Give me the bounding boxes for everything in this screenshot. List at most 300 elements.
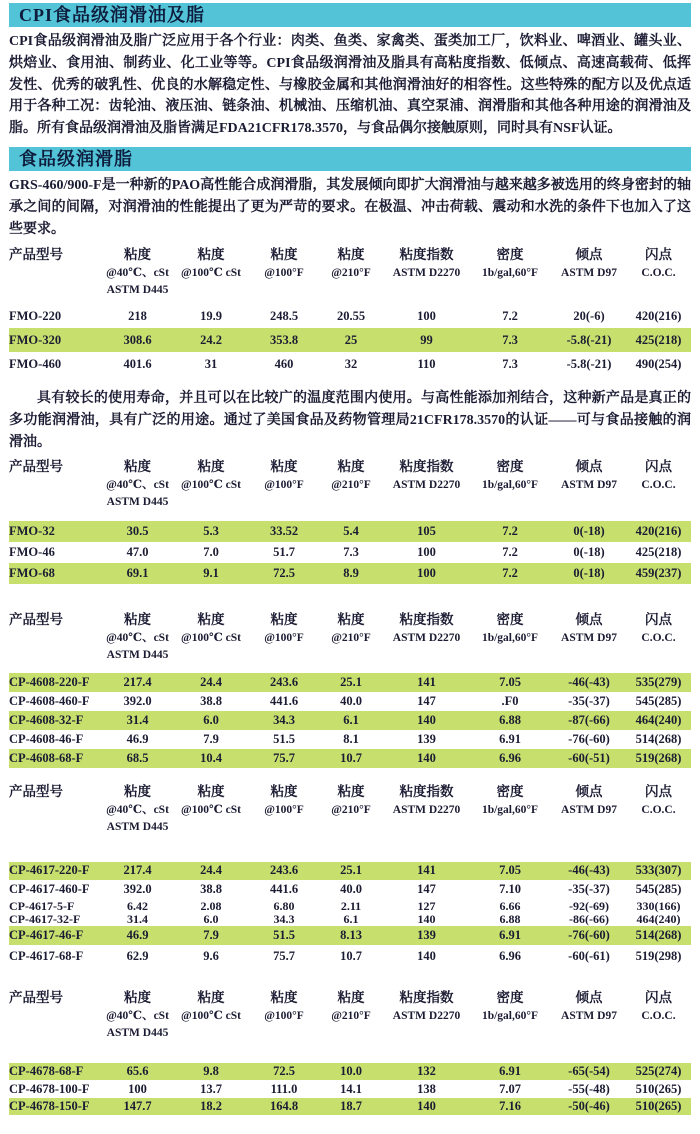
table-header-cell xyxy=(552,610,626,664)
column-subtitle: C.O.C. xyxy=(641,267,676,280)
column-title: 粘度 xyxy=(337,247,365,263)
value-cell: -60(-61) xyxy=(568,948,610,963)
value-cell: 6.1 xyxy=(343,911,359,926)
table-body xyxy=(9,862,691,968)
value-cell: 441.6 xyxy=(269,693,299,708)
value-cell: 7.2 xyxy=(502,523,518,538)
value-cell: 2.11 xyxy=(340,898,362,913)
value-cell: 7.05 xyxy=(499,674,521,689)
column-title: 粘度 xyxy=(197,989,225,1005)
column-subtitle: @100°F xyxy=(264,267,304,280)
value-cell: 40.0 xyxy=(340,882,362,897)
column-subtitle: C.O.C. xyxy=(641,631,676,644)
value-cell: 6.88 xyxy=(499,712,521,727)
table-header-cell xyxy=(552,457,626,511)
table-header-cell xyxy=(626,457,691,511)
value-cell: 140 xyxy=(417,948,436,963)
value-cell: 34.3 xyxy=(273,712,295,727)
value-cell: 46.9 xyxy=(126,731,149,746)
value-cell: 6.96 xyxy=(499,750,521,765)
table-header-cell xyxy=(104,988,171,1042)
value-cell: 0(-18) xyxy=(573,565,605,580)
value-cell: 7.07 xyxy=(499,1081,521,1096)
value-cell: 13.7 xyxy=(200,1081,222,1096)
column-title: 粘度 xyxy=(197,611,225,627)
table-header-cell xyxy=(171,457,251,511)
column-title: 粘度 xyxy=(337,989,365,1005)
table-header-cell xyxy=(552,245,626,299)
value-cell: 490(254) xyxy=(635,356,682,371)
value-cell: 141 xyxy=(417,674,436,689)
model-cell: CP-4678-68-F xyxy=(9,1064,84,1079)
value-cell: 147 xyxy=(417,882,436,897)
value-cell: 75.7 xyxy=(273,750,295,765)
column-title: 粘度 xyxy=(337,611,365,627)
table-row xyxy=(9,692,691,711)
value-cell: .F0 xyxy=(501,693,519,708)
table-row xyxy=(9,542,691,563)
table-header-model-col xyxy=(9,988,104,1042)
value-cell: 51.5 xyxy=(273,731,295,746)
column-subtitle: 1b/gal,60°F xyxy=(481,478,539,491)
value-cell: -55(-48) xyxy=(568,1081,610,1096)
column-subtitle: @100℃ cSt xyxy=(181,1009,241,1022)
table-row xyxy=(9,926,691,945)
column-title: 闪点 xyxy=(645,458,672,474)
table-row xyxy=(9,328,691,352)
model-cell: FMO-220 xyxy=(9,308,62,323)
value-cell: 218 xyxy=(128,308,147,323)
value-cell: 62.9 xyxy=(126,948,149,963)
model-cell: FMO-320 xyxy=(9,332,62,347)
value-cell: 141 xyxy=(417,863,436,878)
value-cell: -92(-69) xyxy=(569,898,609,913)
value-cell: 68.5 xyxy=(126,750,149,765)
value-cell: 9.1 xyxy=(203,565,219,580)
table-header-cell xyxy=(171,988,251,1042)
model-cell: CP-4608-460-F xyxy=(9,693,90,708)
column-title: 倾点 xyxy=(575,247,603,263)
column-subtitle: @100℃ cSt xyxy=(181,267,241,280)
value-cell: 140 xyxy=(417,1099,436,1114)
model-cell: CP-4608-68-F xyxy=(9,750,84,765)
value-cell: 7.3 xyxy=(502,356,518,371)
table-header-cell xyxy=(104,245,171,299)
value-cell: 75.7 xyxy=(273,948,295,963)
column-title: 粘度 xyxy=(124,458,151,474)
column-title: 闪点 xyxy=(645,247,672,263)
column-title: 粘度 xyxy=(124,783,151,799)
table-body xyxy=(9,304,691,376)
value-cell: 392.0 xyxy=(123,693,152,708)
value-cell: 7.3 xyxy=(343,544,359,559)
value-cell: 243.6 xyxy=(269,674,299,689)
column-title: 密度 xyxy=(496,458,524,474)
value-cell: 32 xyxy=(344,356,358,371)
table-header-cell xyxy=(552,782,626,836)
column-subtitle: ASTM D97 xyxy=(561,267,617,280)
column-subtitle: ASTM D97 xyxy=(561,803,617,816)
table-row xyxy=(9,1063,691,1081)
model-cell: CP-4678-150-F xyxy=(9,1099,90,1114)
value-cell: 8.13 xyxy=(340,927,362,942)
value-cell: 525(274) xyxy=(635,1064,682,1079)
table-header-cell xyxy=(385,245,468,299)
value-cell: 420(216) xyxy=(635,523,682,538)
value-cell: 99 xyxy=(420,332,433,347)
value-cell: 31 xyxy=(204,356,218,371)
column-subtitle: @100°F xyxy=(264,478,304,491)
model-cell: CP-4617-220-F xyxy=(9,863,90,878)
model-cell: FMO-46 xyxy=(9,544,55,559)
model-cell: CP-4617-68-F xyxy=(9,948,84,963)
table-header-cell xyxy=(385,782,468,836)
column-subtitle: C.O.C. xyxy=(641,1009,676,1022)
column-title: 粘度 xyxy=(124,247,151,263)
value-cell: 38.8 xyxy=(200,882,222,897)
table-header-cell xyxy=(385,988,468,1042)
table-row xyxy=(9,563,691,584)
value-cell: 7.05 xyxy=(499,863,521,878)
table-row xyxy=(9,945,691,968)
column-subtitle: 1b/gal,60°F xyxy=(481,267,539,280)
value-cell: 7.16 xyxy=(499,1099,521,1114)
value-cell: 31.4 xyxy=(126,712,149,727)
model-cell: CP-4678-100-F xyxy=(9,1081,90,1096)
value-cell: 140 xyxy=(417,750,436,765)
column-subtitle: 1b/gal,60°F xyxy=(481,803,539,816)
value-cell: 464(240) xyxy=(635,712,682,727)
table-header-row xyxy=(9,782,691,836)
value-cell: 6.42 xyxy=(127,898,148,913)
value-cell: 19.9 xyxy=(200,308,222,323)
column-title: 倾点 xyxy=(575,989,603,1005)
model-cell: FMO-460 xyxy=(9,356,62,371)
column-subtitle: @100°F xyxy=(264,1009,304,1022)
value-cell: 111.0 xyxy=(270,1081,298,1096)
value-cell: 24.4 xyxy=(200,863,222,878)
value-cell: 20.55 xyxy=(336,308,366,323)
column-subtitle: 1b/gal,60°F xyxy=(481,631,539,644)
value-cell: 6.66 xyxy=(499,898,521,913)
column-subtitle: ASTM D97 xyxy=(561,1009,617,1022)
value-cell: 7.10 xyxy=(499,882,521,897)
table-header-row xyxy=(9,610,691,664)
value-cell: 14.1 xyxy=(340,1081,362,1096)
column-title: 粘度 xyxy=(124,611,151,627)
paragraph-oils-intro: CPI食品级润滑油及脂广泛应用于各个行业：肉类、鱼类、家禽类、蛋类加工厂，饮料业、啤酒业、罐头业、烘焙业、食用油、制药业、化工业等等。CPI食品级润滑油及脂具有高粘度指数、低倾点、高速高载荷、低挥发性、优秀的破乳性、优良的水解稳定性、与橡胶金属和其他润滑油好的相容性。这些特殊的配方以及优点适用于各种工况：齿轮油、液压油、链条油、机械油、压缩机油、真空泵浦、润滑脂和其他各种用途的润滑油及脂。所有食品级润滑油及脂皆满足FDA21CFR178.3570，与食品偶尔接触原则，同时具有NSF认证。 xyxy=(9,34,691,137)
table-header-cell xyxy=(626,245,691,299)
value-cell: 0(-18) xyxy=(573,544,605,559)
table-header-cell xyxy=(171,245,251,299)
value-cell: -46(-43) xyxy=(568,674,610,689)
column-subtitle: @210°F xyxy=(331,478,371,491)
value-cell: 514(268) xyxy=(635,731,682,746)
value-cell: 0(-18) xyxy=(573,523,605,538)
column-title: 产品型号 xyxy=(9,611,63,627)
table-header-model-col xyxy=(9,782,104,836)
table-header-cell xyxy=(251,457,317,511)
value-cell: 34.3 xyxy=(273,911,295,926)
column-title: 粘度 xyxy=(337,783,365,799)
column-title: 粘度 xyxy=(197,247,225,263)
value-cell: 100 xyxy=(417,308,436,323)
table-header-cell xyxy=(317,245,385,299)
table-row xyxy=(9,913,691,926)
value-cell: 46.9 xyxy=(126,927,149,942)
table-header-cell xyxy=(626,782,691,836)
value-cell: 69.1 xyxy=(126,565,149,580)
column-title: 闪点 xyxy=(645,989,672,1005)
value-cell: 217.4 xyxy=(123,674,152,689)
value-cell: 6.91 xyxy=(499,731,521,746)
column-subtitle: @100℃ cSt xyxy=(181,478,241,491)
value-cell: 164.8 xyxy=(269,1099,299,1114)
value-cell: -65(-54) xyxy=(568,1064,610,1079)
table-body xyxy=(9,1063,691,1116)
value-cell: 10.7 xyxy=(340,948,362,963)
model-cell: CP-4617-46-F xyxy=(9,927,84,942)
value-cell: 25.1 xyxy=(340,863,362,878)
value-cell: 9.6 xyxy=(203,948,219,963)
value-cell: 519(298) xyxy=(635,948,682,963)
value-cell: 8.9 xyxy=(343,565,359,580)
value-cell: -86(-66) xyxy=(569,911,609,926)
column-subtitle: ASTM D2270 xyxy=(392,267,461,280)
value-cell: 353.8 xyxy=(269,332,299,347)
value-cell: 65.6 xyxy=(126,1064,149,1079)
value-cell: 20(-6) xyxy=(573,308,605,323)
column-title: 粘度 xyxy=(197,783,225,799)
value-cell: 392.0 xyxy=(123,882,152,897)
column-subtitle: @40℃、cSt xyxy=(106,803,169,816)
column-title: 闪点 xyxy=(645,783,672,799)
column-title: 粘度 xyxy=(337,458,365,474)
product-table-fmo-heavy xyxy=(9,245,691,376)
table-header-cell xyxy=(317,988,385,1042)
column-title: 倾点 xyxy=(575,458,603,474)
table-row xyxy=(9,521,691,542)
value-cell: 139 xyxy=(417,927,436,942)
column-subtitle: ASTM D97 xyxy=(561,631,617,644)
table-header-cell xyxy=(317,610,385,664)
value-cell: 330(166) xyxy=(636,898,681,913)
table-header-cell xyxy=(626,988,691,1042)
table-header-cell xyxy=(468,610,552,664)
table-header-cell xyxy=(468,782,552,836)
table-header-cell xyxy=(317,457,385,511)
model-cell: CP-4617-32-F xyxy=(9,911,81,926)
table-body xyxy=(9,521,691,584)
value-cell: 248.5 xyxy=(269,308,299,323)
column-subtitle: C.O.C. xyxy=(641,803,676,816)
table-header-row xyxy=(9,457,691,511)
value-cell: 72.5 xyxy=(273,1064,295,1079)
value-cell: 18.2 xyxy=(200,1099,222,1114)
column-standard: ASTM D445 xyxy=(106,1026,169,1039)
table-header-cell xyxy=(171,782,251,836)
value-cell: 105 xyxy=(417,523,436,538)
column-subtitle: ASTM D2270 xyxy=(392,478,461,491)
value-cell: 7.2 xyxy=(502,565,518,580)
value-cell: -5.8(-21) xyxy=(566,356,612,371)
column-standard: ASTM D445 xyxy=(106,284,169,297)
value-cell: 51.7 xyxy=(273,544,295,559)
value-cell: 6.96 xyxy=(499,948,521,963)
value-cell: 533(307) xyxy=(635,863,682,878)
column-standard: ASTM D445 xyxy=(106,648,169,661)
column-subtitle: @100℃ cSt xyxy=(181,631,241,644)
product-table-cp4678 xyxy=(9,988,691,1116)
value-cell: 545(285) xyxy=(635,882,682,897)
value-cell: 10.4 xyxy=(200,750,222,765)
table-header-cell xyxy=(317,782,385,836)
column-subtitle: @210°F xyxy=(331,1009,371,1022)
table-row xyxy=(9,730,691,749)
value-cell: 127 xyxy=(417,898,436,913)
value-cell: 31.4 xyxy=(127,911,148,926)
value-cell: -35(-37) xyxy=(568,882,610,897)
value-cell: 6.0 xyxy=(203,911,219,926)
column-title: 密度 xyxy=(496,611,524,627)
value-cell: 6.80 xyxy=(273,898,295,913)
column-title: 粘度指数 xyxy=(399,458,454,474)
table-header-cell xyxy=(552,988,626,1042)
value-cell: 140 xyxy=(417,712,436,727)
column-title: 倾点 xyxy=(575,783,603,799)
value-cell: 9.8 xyxy=(203,1064,219,1079)
column-subtitle: C.O.C. xyxy=(641,478,676,491)
column-title: 密度 xyxy=(496,783,524,799)
table-header-cell xyxy=(468,245,552,299)
value-cell: 51.5 xyxy=(273,927,295,942)
value-cell: 139 xyxy=(417,731,436,746)
column-title: 粘度 xyxy=(197,458,225,474)
value-cell: 420(216) xyxy=(635,308,682,323)
value-cell: 7.2 xyxy=(502,544,518,559)
column-subtitle: ASTM D2270 xyxy=(392,631,461,644)
value-cell: 138 xyxy=(417,1081,436,1096)
model-cell: CP-4608-46-F xyxy=(9,731,84,746)
table-header-row xyxy=(9,245,691,299)
table-body xyxy=(9,673,691,768)
value-cell: 401.6 xyxy=(123,356,152,371)
column-subtitle: @40℃、cSt xyxy=(106,267,169,280)
table-header-cell xyxy=(251,610,317,664)
value-cell: 5.4 xyxy=(343,523,359,538)
value-cell: 8.1 xyxy=(343,731,359,746)
column-subtitle: @100°F xyxy=(264,631,304,644)
value-cell: 441.6 xyxy=(269,882,299,897)
column-subtitle: @100°F xyxy=(264,803,304,816)
model-cell: CP-4608-220-F xyxy=(9,674,90,689)
column-title: 产品型号 xyxy=(9,458,63,474)
value-cell: 10.7 xyxy=(340,750,362,765)
value-cell: 464(240) xyxy=(636,911,681,926)
value-cell: 519(268) xyxy=(635,750,682,765)
value-cell: -76(-60) xyxy=(568,927,610,942)
value-cell: 140 xyxy=(417,911,436,926)
value-cell: 25 xyxy=(344,332,358,347)
value-cell: 459(237) xyxy=(635,565,682,580)
model-cell: CP-4608-32-F xyxy=(9,712,84,727)
table-row xyxy=(9,1098,691,1116)
table-row xyxy=(9,749,691,768)
value-cell: 100 xyxy=(417,565,436,580)
paragraph-grease-intro: GRS-460/900-F是一种新的PAO高性能合成润滑脂，其发展倾向即扩大润滑油与越来越多被选用的终身密封的轴承之间的间隔，对润滑油的性能提出了更为严苛的要求。在极温、冲击荷载、震动和水洗的条件下也加入了这些要求。 xyxy=(9,177,691,237)
column-title: 粘度 xyxy=(270,458,298,474)
table-header-cell xyxy=(251,245,317,299)
value-cell: 425(218) xyxy=(635,332,682,347)
column-subtitle: @100℃ cSt xyxy=(181,803,241,816)
value-cell: 38.8 xyxy=(200,693,222,708)
column-subtitle: @210°F xyxy=(331,267,371,280)
value-cell: 24.2 xyxy=(200,332,222,347)
value-cell: 72.5 xyxy=(273,565,295,580)
column-title: 粘度 xyxy=(270,783,298,799)
column-subtitle: ASTM D97 xyxy=(561,478,617,491)
value-cell: 514(268) xyxy=(635,927,682,942)
column-title: 产品型号 xyxy=(9,783,63,799)
value-cell: 6.0 xyxy=(203,712,219,727)
model-cell: FMO-32 xyxy=(9,523,55,538)
value-cell: 243.6 xyxy=(269,863,299,878)
value-cell: 30.5 xyxy=(126,523,149,538)
table-header-cell xyxy=(468,988,552,1042)
value-cell: 535(279) xyxy=(635,674,682,689)
table-header-cell xyxy=(251,782,317,836)
column-title: 粘度 xyxy=(270,989,298,1005)
value-cell: 24.4 xyxy=(200,674,222,689)
column-subtitle: @210°F xyxy=(331,631,371,644)
value-cell: 7.2 xyxy=(502,308,518,323)
table-row xyxy=(9,673,691,692)
column-title: 闪点 xyxy=(645,611,672,627)
table-header-model-col xyxy=(9,457,104,511)
value-cell: 217.4 xyxy=(123,863,152,878)
product-table-cp4608 xyxy=(9,610,691,768)
column-subtitle: ASTM D2270 xyxy=(392,803,461,816)
table-row xyxy=(9,304,691,328)
column-subtitle: 1b/gal,60°F xyxy=(481,1009,539,1022)
table-header-cell xyxy=(171,610,251,664)
table-header-row xyxy=(9,988,691,1042)
column-title: 粘度 xyxy=(270,247,298,263)
value-cell: -87(-66) xyxy=(568,712,610,727)
table-row xyxy=(9,711,691,730)
table-row xyxy=(9,862,691,880)
column-title: 粘度 xyxy=(270,611,298,627)
table-row xyxy=(9,352,691,376)
value-cell: -50(-46) xyxy=(568,1099,610,1114)
value-cell: 100 xyxy=(417,544,436,559)
value-cell: 2.08 xyxy=(200,898,222,913)
value-cell: 40.0 xyxy=(340,693,362,708)
section-title-oils: CPI食品级润滑油及脂 xyxy=(9,3,691,27)
table-header-cell xyxy=(104,610,171,664)
column-subtitle: @40℃、cSt xyxy=(106,631,169,644)
value-cell: 25.1 xyxy=(340,674,362,689)
value-cell: 7.9 xyxy=(203,731,219,746)
table-header-cell xyxy=(385,457,468,511)
table-header-cell xyxy=(251,988,317,1042)
value-cell: -5.8(-21) xyxy=(566,332,612,347)
value-cell: 545(285) xyxy=(635,693,682,708)
table-header-cell xyxy=(385,610,468,664)
value-cell: 460 xyxy=(274,356,294,371)
column-title: 粘度指数 xyxy=(399,783,454,799)
table-row xyxy=(9,880,691,900)
